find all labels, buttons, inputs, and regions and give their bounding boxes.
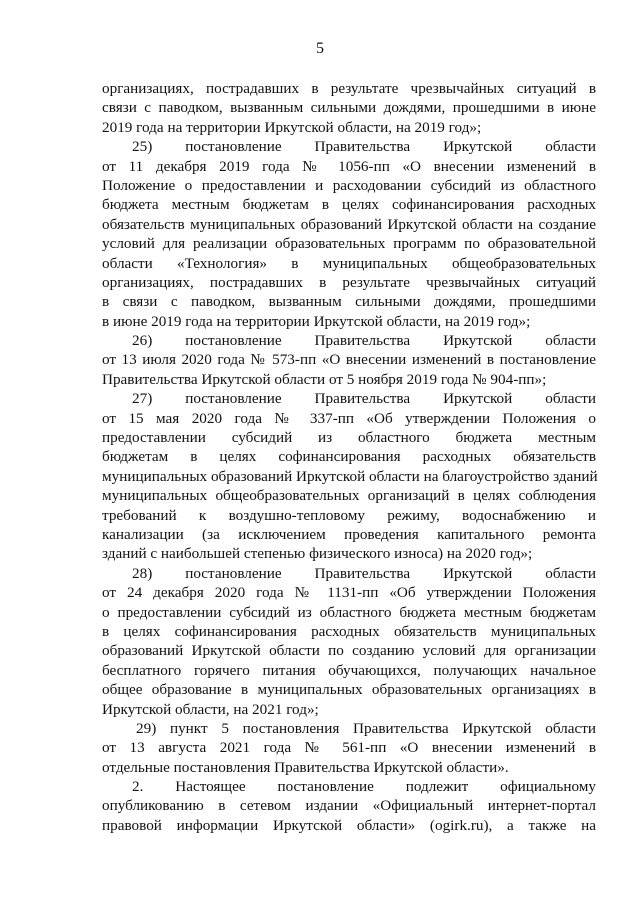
text-line: от 13 июля 2020 года № 573-пп «О внесении изменений в постановление xyxy=(102,351,596,369)
text-line: в целях софинансирования расходных обязательств муниципальных xyxy=(102,622,596,640)
text-line: Положение о предоставлении и расходовании субсидий из областного xyxy=(102,176,596,194)
text-line: условий для реализации образовательных программ по образовательной xyxy=(102,235,596,253)
text-line: муниципальных образований Иркутской области на благоустройство зданий xyxy=(102,467,598,485)
text-line: 27) постановление Правительства Иркутской области xyxy=(132,390,596,408)
text-line: организациях, пострадавших в результате чрезвычайных ситуаций xyxy=(102,273,596,291)
text-line: 29) пункт 5 постановления Правительства Иркутской области xyxy=(136,719,596,737)
text-line: опубликованию в сетевом издании «Официальный интернет-портал xyxy=(102,797,596,815)
text-line: отдельные постановления Правительства Иркутской области». xyxy=(102,758,509,776)
text-line: о предоставлении субсидий из областного бюджета местным бюджетам xyxy=(102,603,596,621)
text-line: организациях, пострадавших в результате чрезвычайных ситуаций в xyxy=(102,80,596,97)
text-line: зданий с наибольшей степенью физического износа) на 2020 год»; xyxy=(102,545,533,563)
text-line: бюджета местным бюджетам в целях софинансирования расходных xyxy=(102,196,596,214)
text-line: обязательств муниципальных образований Иркутской области на создание xyxy=(102,215,596,233)
text-line: в связи с паводком, вызванным сильными дождями, прошедшими xyxy=(102,293,596,311)
text-line: бесплатного горячего питания обучающихся, получающих начальное xyxy=(102,661,596,679)
text-line: от 13 августа 2021 года № 561-пп «О внесении изменений в xyxy=(102,739,596,757)
text-line: Правительства Иркутской области от 5 ноября 2019 года № 904-пп»; xyxy=(102,370,547,388)
text-line: 2. Настоящее постановление подлежит официальному xyxy=(132,778,596,796)
text-line: 2019 года на территории Иркутской области, на 2019 год»; xyxy=(102,118,482,136)
text-line: правовой информации Иркутской области» (ogirk.ru), а также на xyxy=(102,816,596,834)
text-line: требований к воздушно-тепловому режиму, водоснабжению и xyxy=(102,506,596,524)
document-body xyxy=(102,79,596,835)
text-line: канализации (за исключением проведения капитального ремонта xyxy=(102,525,596,543)
text-line: 25) постановление Правительства Иркутской области xyxy=(132,138,596,156)
text-line: 26) постановление Правительства Иркутской области xyxy=(132,332,596,350)
text-line: в июне 2019 года на территории Иркутской области, на 2019 год»; xyxy=(102,312,531,330)
text-line: 28) постановление Правительства Иркутской области xyxy=(132,564,596,582)
page-number: 5 xyxy=(316,40,324,57)
text-line: бюджетам в целях софинансирования расходных обязательств xyxy=(102,448,596,466)
text-line: от 15 мая 2020 года № 337-пп «Об утверждении Положения о xyxy=(102,409,596,427)
text-line: от 24 декабря 2020 года № 1131-пп «Об утверждении Положения xyxy=(102,584,596,602)
text-line: Иркутской области, на 2021 год»; xyxy=(102,700,319,718)
text-line: муниципальных общеобразовательных организаций в целях соблюдения xyxy=(102,487,596,505)
text-line: образований Иркутской области по созданию условий для организации xyxy=(102,642,596,660)
text-line: области «Технология» в муниципальных общеобразовательных xyxy=(102,254,596,272)
text-line: предоставлении субсидий из областного бюджета местным xyxy=(102,429,596,447)
text-line: от 11 декабря 2019 года № 1056-пп «О внесении изменений в xyxy=(102,157,596,175)
text-line: общее образование в муниципальных образовательных организациях в xyxy=(102,681,596,699)
text-line: связи с паводком, вызванным сильными дождями, прошедшими в июне xyxy=(102,99,596,117)
